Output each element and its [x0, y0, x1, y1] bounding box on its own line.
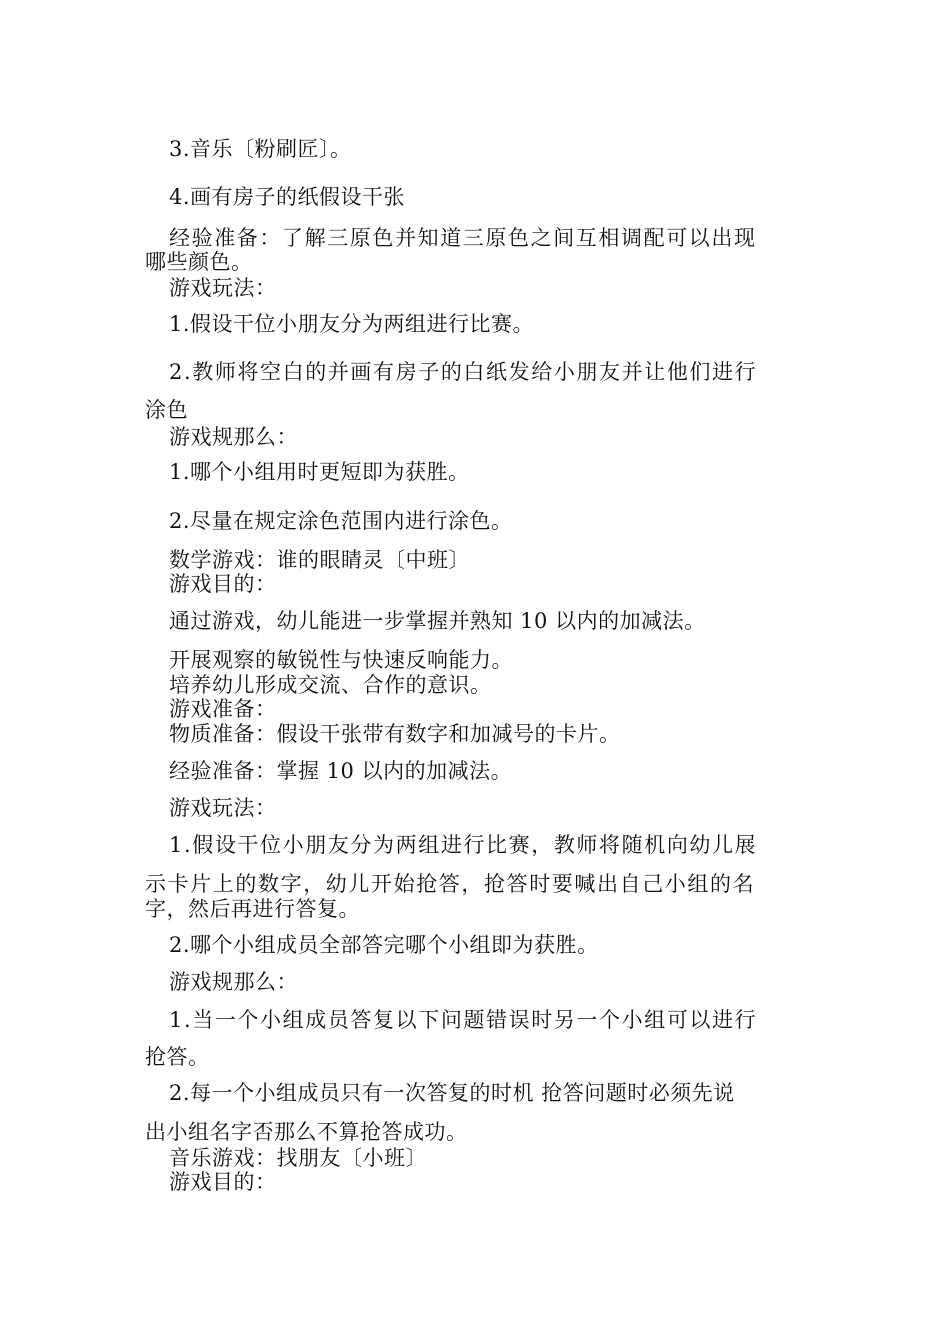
text-line: 经验准备：掌握 10 以内的加减法。 — [169, 759, 513, 783]
text-line: 游戏玩法： — [169, 276, 277, 300]
text-line: 通过游戏，幼儿能进一步掌握并熟知 10 以内的加减法。 — [169, 609, 706, 633]
text-line: 1.哪个小组用时更短即为获胜。 — [169, 460, 470, 484]
text-line: 音乐游戏：找朋友〔小班〕 — [169, 1146, 427, 1170]
text-line: 2.教师将空白的并画有房子的白纸发给小朋友并让他们进行 — [169, 360, 758, 384]
text-line: 字，然后再进行答复。 — [145, 897, 360, 921]
text-line: 出小组名字否那么不算抢答成功。 — [145, 1120, 468, 1144]
text-line: 游戏准备： — [169, 697, 277, 721]
text-line: 游戏规那么： — [169, 970, 298, 994]
text-line: 抢答。 — [145, 1045, 210, 1069]
text-line: 物质准备：假设干张带有数字和加减号的卡片。 — [169, 722, 621, 746]
text-line: 经验准备：了解三原色并知道三原色之间互相调配可以出现 — [169, 226, 757, 250]
text-line: 游戏目的： — [169, 572, 277, 596]
text-line: 游戏目的： — [169, 1170, 277, 1194]
text-line: 涂色 — [145, 398, 188, 422]
text-line: 哪些颜色。 — [145, 250, 253, 274]
text-line: 游戏规那么： — [169, 425, 298, 449]
text-line: 开展观察的敏锐性与快速反响能力。 — [169, 648, 513, 672]
text-line: 2.尽量在规定涂色范围内进行涂色。 — [169, 509, 513, 533]
text-line: 1.假设干位小朋友分为两组进行比赛。 — [169, 312, 535, 336]
text-line: 培养幼儿形成交流、合作的意识。 — [169, 673, 492, 697]
text-line: 数学游戏：谁的眼睛灵〔中班〕 — [169, 548, 470, 572]
text-line: 示卡片上的数字，幼儿开始抢答，抢答时要喊出自己小组的名 — [145, 872, 756, 896]
text-line: 2.哪个小组成员全部答完哪个小组即为获胜。 — [169, 933, 599, 957]
text-line: 2.每一个小组成员只有一次答复的时机 抢答问题时必须先说 — [169, 1081, 735, 1105]
text-line: 4.画有房子的纸假设干张 — [169, 185, 406, 209]
text-line: 1.当一个小组成员答复以下问题错误时另一个小组可以进行 — [169, 1008, 758, 1032]
text-line: 游戏玩法： — [169, 796, 277, 820]
text-line: 3.音乐〔粉刷匠〕。 — [169, 137, 352, 161]
text-line: 1.假设干位小朋友分为两组进行比赛，教师将随机向幼儿展 — [169, 833, 758, 857]
